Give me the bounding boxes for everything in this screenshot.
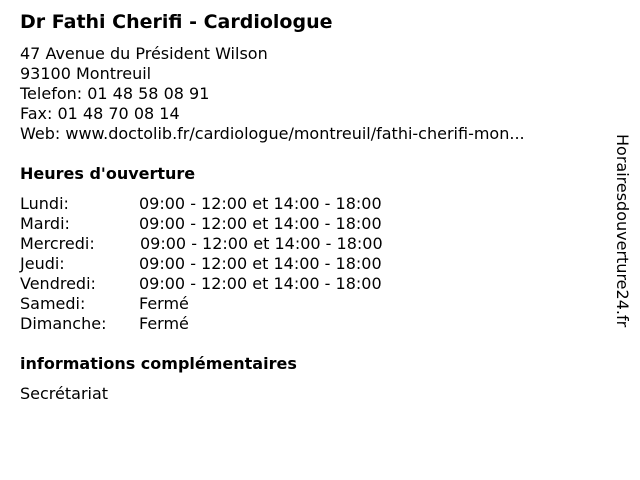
website-link[interactable]: Web: www.doctolib.fr/cardiologue/montreuil/fathi-cherifi-mon... bbox=[20, 124, 525, 143]
address-city: 93100 Montreuil bbox=[20, 64, 152, 83]
day-label: Jeudi: bbox=[20, 254, 65, 273]
contact-block bbox=[20, 44, 525, 144]
day-label: Vendredi: bbox=[20, 274, 96, 293]
additional-info-text: Secrétariat bbox=[20, 384, 109, 403]
day-hours: 09:00 - 12:00 et 14:00 - 18:00 bbox=[139, 254, 382, 273]
day-label: Samedi: bbox=[20, 294, 86, 313]
day-label: Lundi: bbox=[20, 194, 69, 213]
day-label: Mardi: bbox=[20, 214, 70, 233]
day-hours: Fermé bbox=[139, 294, 189, 313]
page-title: Dr Fathi Cherifi - Cardiologue bbox=[20, 11, 333, 33]
day-label: Dimanche: bbox=[20, 314, 107, 333]
watermark-text: Horairesdouverture24.fr bbox=[613, 134, 632, 328]
phone-number: Telefon: 01 48 58 08 91 bbox=[20, 84, 210, 103]
fax-number: Fax: 01 48 70 08 14 bbox=[20, 104, 180, 123]
opening-hours-heading: Heures d'ouverture bbox=[20, 164, 196, 183]
day-hours: 09:00 - 12:00 et 14:00 - 18:00 bbox=[139, 274, 382, 293]
day-hours: 09:00 - 12:00 et 14:00 - 18:00 bbox=[140, 234, 383, 253]
day-hours: Fermé bbox=[139, 314, 189, 333]
day-hours: 09:00 - 12:00 et 14:00 - 18:00 bbox=[139, 214, 382, 233]
additional-info-heading: informations complémentaires bbox=[20, 354, 297, 373]
day-label: Mercredi: bbox=[20, 234, 95, 253]
address-street: 47 Avenue du Président Wilson bbox=[20, 44, 268, 63]
site-watermark bbox=[612, 134, 632, 374]
day-hours: 09:00 - 12:00 et 14:00 - 18:00 bbox=[139, 194, 382, 213]
